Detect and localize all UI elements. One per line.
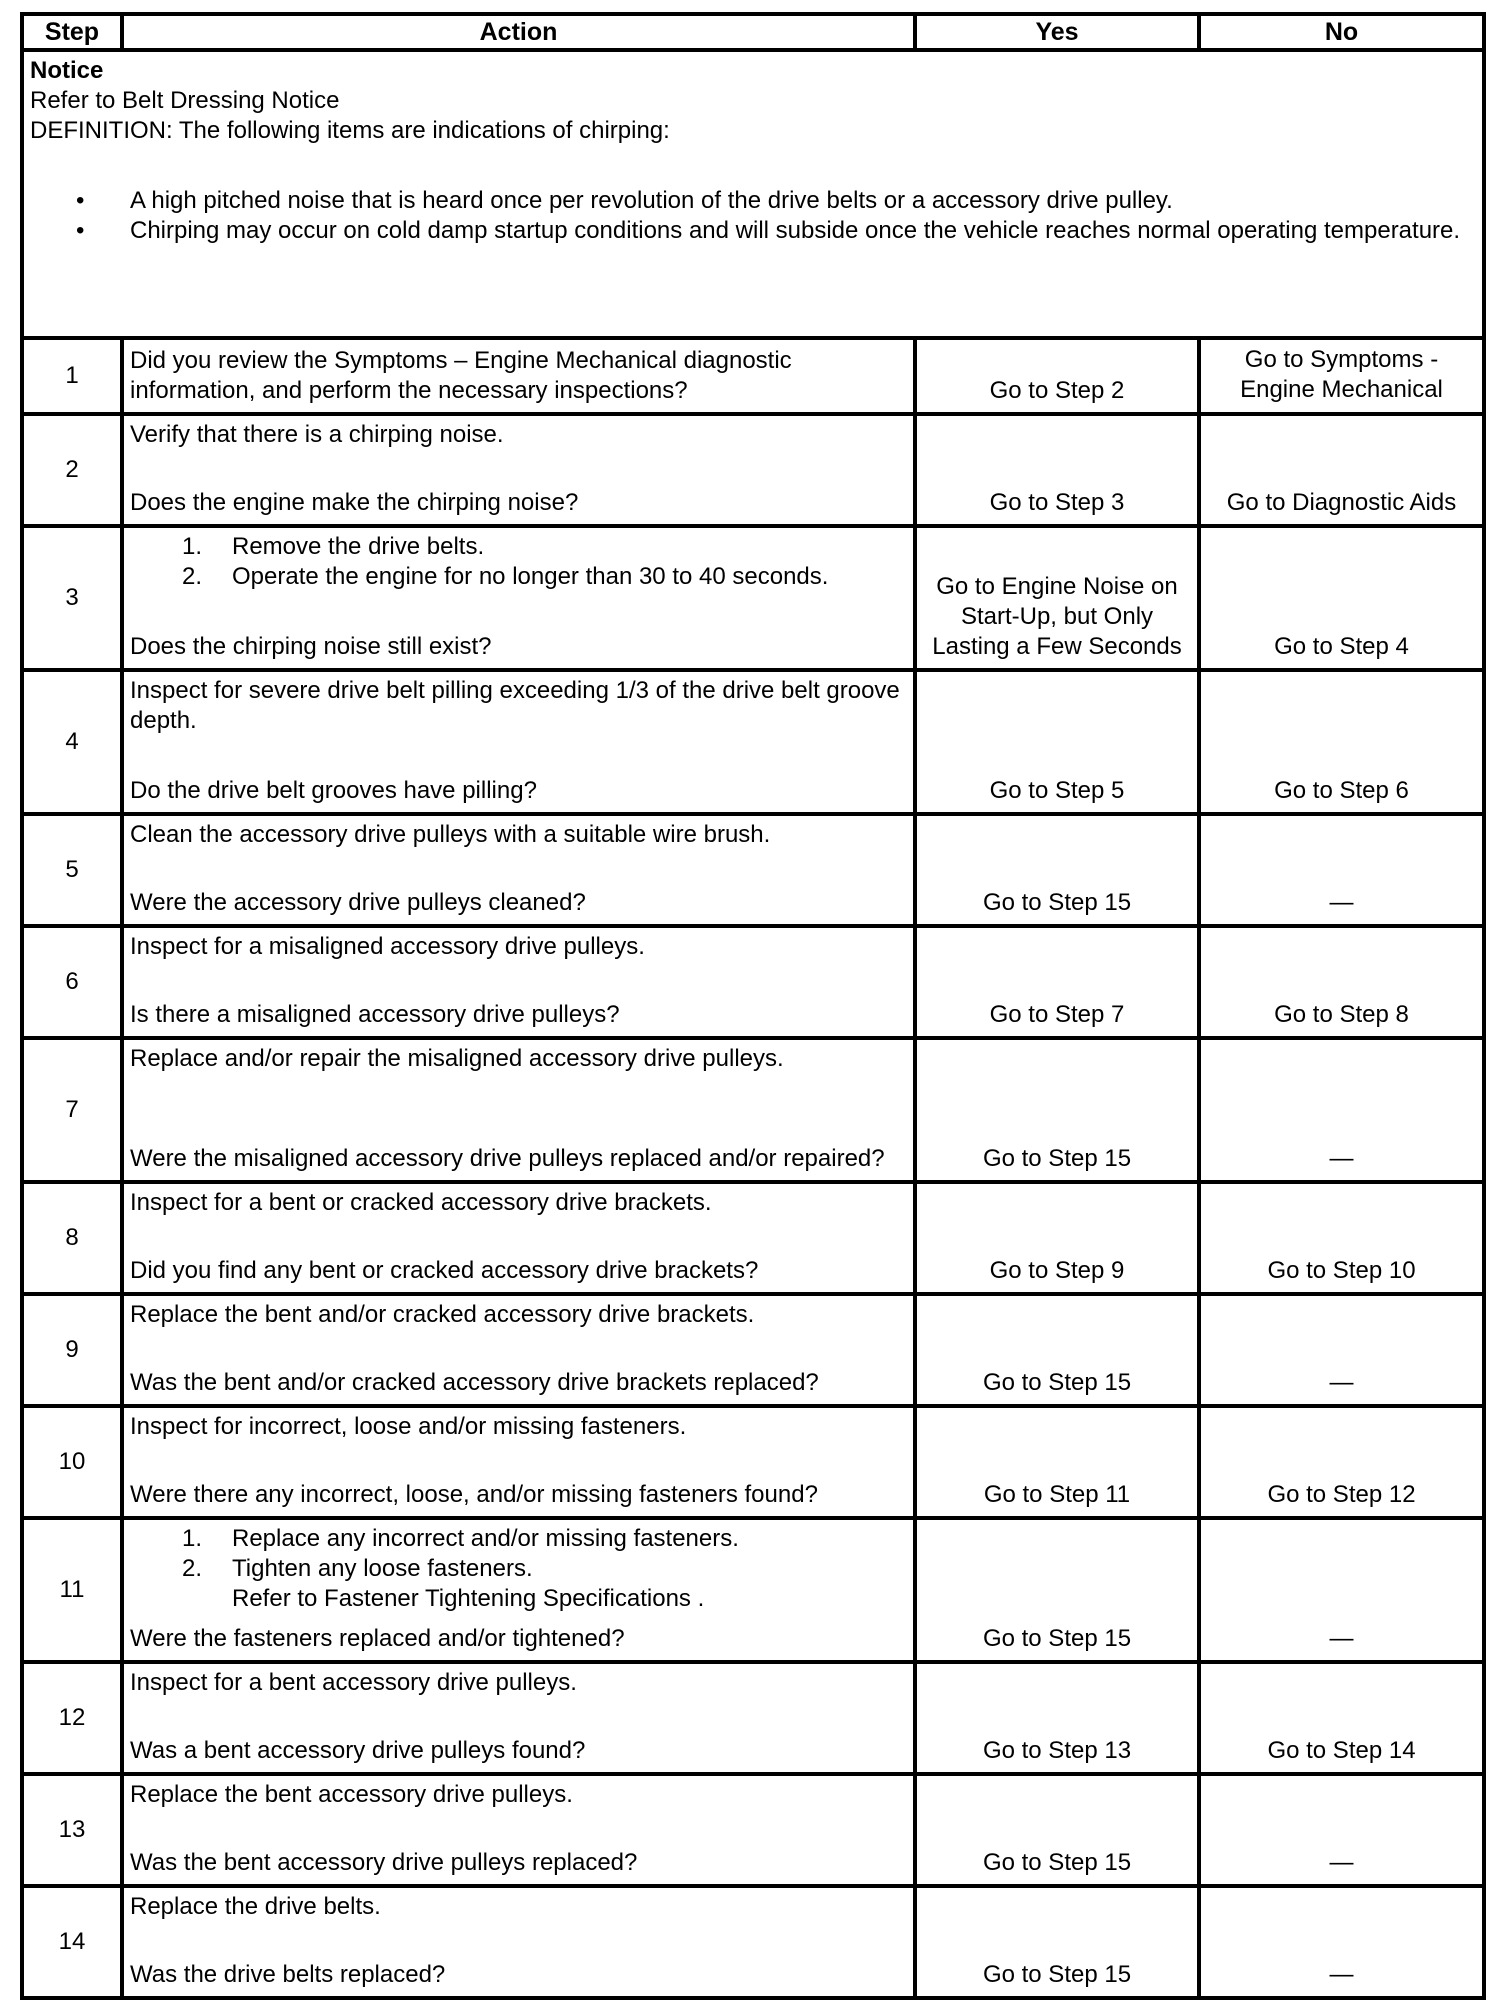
- yes-result: Go to Step 3: [915, 414, 1199, 526]
- action-instruction: Inspect for incorrect, loose and/or missing fasteners.: [130, 1413, 687, 1440]
- action-question: Was the drive belts replaced?: [130, 1961, 446, 1988]
- header-yes: Yes: [915, 14, 1199, 50]
- table-row: [22, 414, 1484, 526]
- action-cell: [122, 926, 915, 1038]
- no-result: Go to Step 6: [1199, 670, 1484, 814]
- step-number: 11: [22, 1518, 122, 1662]
- no-result: —: [1199, 1038, 1484, 1182]
- action-question: Were the fasteners replaced and/or tightened?: [130, 1625, 625, 1652]
- no-result: —: [1199, 814, 1484, 926]
- action-question: Do the drive belt grooves have pilling?: [130, 777, 537, 804]
- action-question: Was a bent accessory drive pulleys found?: [130, 1737, 586, 1764]
- yes-result: Go to Step 15: [915, 1038, 1199, 1182]
- step-number: 7: [22, 1038, 122, 1182]
- yes-result: Go to Step 15: [915, 1886, 1199, 1998]
- no-result: Go to Step 12: [1199, 1406, 1484, 1518]
- list-text: Tighten any loose fasteners.: [232, 1555, 533, 1582]
- table-row: [22, 926, 1484, 1038]
- no-result: —: [1199, 1294, 1484, 1406]
- action-instruction: Replace and/or repair the misaligned accessory drive pulleys.: [130, 1045, 784, 1072]
- table-row: [22, 1406, 1484, 1518]
- no-result: Go to Symptoms - Engine Mechanical: [1199, 338, 1484, 414]
- no-result: —: [1199, 1886, 1484, 1998]
- action-cell: [122, 1406, 915, 1518]
- table-row: [22, 1182, 1484, 1294]
- header-row: [22, 14, 1484, 50]
- action-cell: [122, 1886, 915, 1998]
- action-question: Does the chirping noise still exist?: [130, 633, 492, 660]
- step-number: 2: [22, 414, 122, 526]
- action-cell: [122, 414, 915, 526]
- action-cell: [122, 1294, 915, 1406]
- action-question: Is there a misaligned accessory drive pulleys?: [130, 1001, 620, 1028]
- table-row: [22, 1294, 1484, 1406]
- header-no: No: [1199, 14, 1484, 50]
- action-cell: [122, 526, 915, 670]
- action-instruction: Inspect for a bent accessory drive pulleys.: [130, 1669, 577, 1696]
- notice-bullet-text: Chirping may occur on cold damp startup conditions and will subside once the vehicle reaches normal operating temperature.: [130, 217, 1461, 244]
- no-result: —: [1199, 1774, 1484, 1886]
- step-number: 12: [22, 1662, 122, 1774]
- list-text: Remove the drive belts.: [232, 533, 485, 560]
- action-question: Did you find any bent or cracked accessory drive brackets?: [130, 1257, 759, 1284]
- yes-result: Go to Step 15: [915, 814, 1199, 926]
- yes-result: Go to Step 15: [915, 1774, 1199, 1886]
- table-row: [22, 1662, 1484, 1774]
- notice-bullet-text: A high pitched noise that is heard once per revolution of the drive belts or a accessory drive pulley.: [130, 187, 1173, 214]
- notice-row: [22, 50, 1484, 338]
- list-number: 2.: [182, 1555, 203, 1582]
- action-question: Were the misaligned accessory drive pulleys replaced and/or repaired?: [130, 1145, 885, 1172]
- notice-bullet: [30, 186, 1476, 216]
- action-instruction: Inspect for a bent or cracked accessory drive brackets.: [130, 1189, 712, 1216]
- notice-reference: Refer to Belt Dressing Notice: [30, 87, 340, 114]
- action-question: Were there any incorrect, loose, and/or missing fasteners found?: [130, 1481, 818, 1508]
- step-number: 3: [22, 526, 122, 670]
- table-row: [22, 526, 1484, 670]
- action-cell: [122, 1182, 915, 1294]
- action-cell: [122, 338, 915, 414]
- action-question: Did you review the Symptoms – Engine Mechanical diagnostic information, and perform the necessary inspections?: [130, 347, 792, 404]
- no-result: Go to Diagnostic Aids: [1199, 414, 1484, 526]
- table-row: [22, 1886, 1484, 1998]
- list-number: 1.: [182, 533, 203, 560]
- list-number: 1.: [182, 1525, 203, 1552]
- action-instruction: Replace the drive belts.: [130, 1893, 381, 1920]
- fastener-spec-reference: Refer to Fastener Tightening Specifications .: [232, 1585, 705, 1612]
- notice-bullet-list: [30, 186, 1476, 246]
- action-question: Were the accessory drive pulleys cleaned?: [130, 889, 586, 916]
- header-step: Step: [22, 14, 122, 50]
- no-result: Go to Step 14: [1199, 1662, 1484, 1774]
- action-cell: [122, 814, 915, 926]
- notice-title: Notice: [30, 57, 104, 84]
- step-number: 6: [22, 926, 122, 1038]
- yes-result: Go to Step 11: [915, 1406, 1199, 1518]
- notice-cell: [22, 50, 1484, 338]
- yes-result: Go to Step 15: [915, 1518, 1199, 1662]
- action-question: Does the engine make the chirping noise?: [130, 489, 579, 516]
- numbered-list: [130, 532, 907, 592]
- list-text: Operate the engine for no longer than 30 to 40 seconds.: [232, 563, 829, 590]
- no-result: —: [1199, 1518, 1484, 1662]
- action-instruction: Clean the accessory drive pulleys with a suitable wire brush.: [130, 821, 771, 848]
- step-number: 1: [22, 338, 122, 414]
- list-item: [130, 532, 907, 562]
- table-row: [22, 1038, 1484, 1182]
- yes-result: Go to Step 13: [915, 1662, 1199, 1774]
- no-result: Go to Step 8: [1199, 926, 1484, 1038]
- action-cell: [122, 1038, 915, 1182]
- action-question: Was the bent accessory drive pulleys replaced?: [130, 1849, 638, 1876]
- step-number: 5: [22, 814, 122, 926]
- bullet-icon: •: [76, 187, 85, 214]
- action-cell: [122, 670, 915, 814]
- step-number: 10: [22, 1406, 122, 1518]
- step-number: 4: [22, 670, 122, 814]
- table-row: [22, 670, 1484, 814]
- action-question: Was the bent and/or cracked accessory drive brackets replaced?: [130, 1369, 819, 1396]
- table-row: [22, 814, 1484, 926]
- step-number: 14: [22, 1886, 122, 1998]
- no-result: Go to Step 10: [1199, 1182, 1484, 1294]
- action-instruction: Inspect for a misaligned accessory drive pulleys.: [130, 933, 645, 960]
- list-item: [130, 1524, 907, 1554]
- step-number: 8: [22, 1182, 122, 1294]
- yes-result: Go to Step 7: [915, 926, 1199, 1038]
- yes-result: Go to Step 5: [915, 670, 1199, 814]
- list-number: 2.: [182, 563, 203, 590]
- notice-bullet: [30, 216, 1476, 246]
- step-number: 13: [22, 1774, 122, 1886]
- table-row: [22, 1518, 1484, 1662]
- action-cell: [122, 1518, 915, 1662]
- list-item: [130, 1554, 907, 1584]
- table-row: [22, 1774, 1484, 1886]
- list-item: [130, 562, 907, 592]
- diagnostic-table: [20, 12, 1486, 2000]
- action-instruction: Replace the bent accessory drive pulleys.: [130, 1781, 573, 1808]
- action-cell: [122, 1662, 915, 1774]
- yes-result: Go to Step 2: [915, 338, 1199, 414]
- yes-result: Go to Step 9: [915, 1182, 1199, 1294]
- yes-result: Go to Step 15: [915, 1294, 1199, 1406]
- notice-definition: DEFINITION: The following items are indications of chirping:: [30, 117, 670, 144]
- action-instruction: Verify that there is a chirping noise.: [130, 421, 504, 448]
- action-instruction: Inspect for severe drive belt pilling exceeding 1/3 of the drive belt groove depth.: [130, 677, 900, 734]
- table-row: [22, 338, 1484, 414]
- bullet-icon: •: [76, 217, 85, 244]
- step-number: 9: [22, 1294, 122, 1406]
- no-result: Go to Step 4: [1199, 526, 1484, 670]
- header-action: Action: [122, 14, 915, 50]
- action-instruction: Replace the bent and/or cracked accessory drive brackets.: [130, 1301, 755, 1328]
- action-cell: [122, 1774, 915, 1886]
- yes-result: Go to Engine Noise on Start-Up, but Only Lasting a Few Seconds: [915, 526, 1199, 670]
- list-text: Replace any incorrect and/or missing fasteners.: [232, 1525, 739, 1552]
- numbered-list: [130, 1524, 907, 1584]
